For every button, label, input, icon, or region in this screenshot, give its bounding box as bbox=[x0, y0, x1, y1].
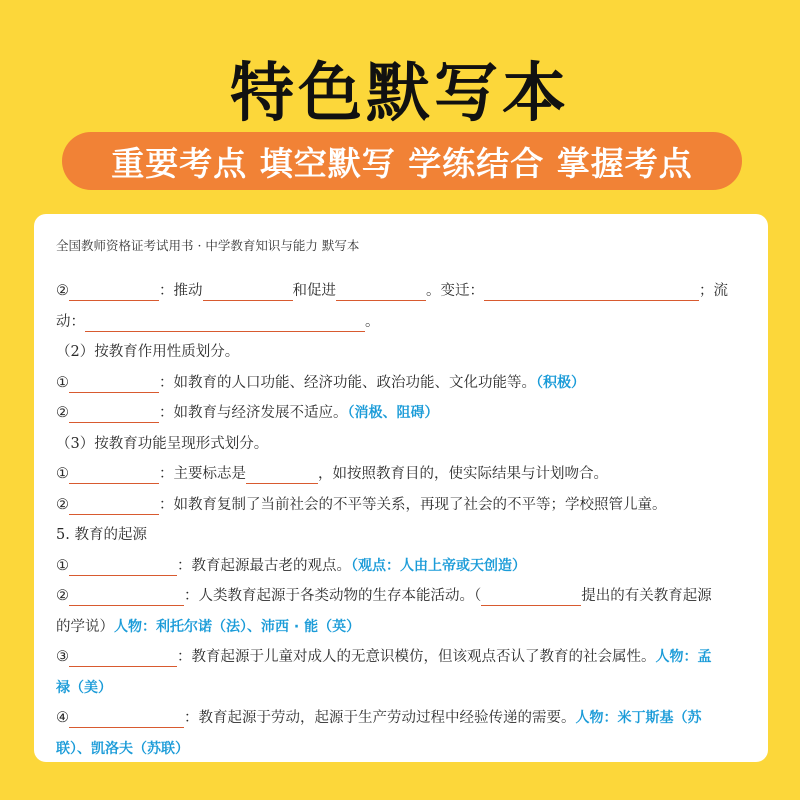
answer-hint: （观点：人由上帝或天创造） bbox=[351, 557, 526, 574]
line-text: ：主要标志是 bbox=[159, 466, 246, 482]
text-line bbox=[56, 734, 750, 765]
line-text: 。变迁： bbox=[426, 283, 484, 299]
text-line bbox=[56, 520, 750, 551]
line-text: ：教育起源于儿童对成人的无意识模仿，但该观点否认了教育的社会属性。 bbox=[177, 649, 656, 665]
item-number: ① bbox=[56, 374, 69, 391]
blank-field[interactable] bbox=[69, 404, 159, 423]
page-title: 特色默写本 bbox=[230, 57, 570, 131]
line-text: ：教育起源最古老的观点。 bbox=[177, 557, 351, 574]
line-text: ，如按照教育目的，使实际结果与计划吻合。 bbox=[318, 466, 608, 482]
text-line bbox=[56, 612, 750, 643]
blank-field[interactable] bbox=[69, 587, 184, 606]
blank-field[interactable] bbox=[69, 282, 159, 301]
blank-field[interactable] bbox=[336, 282, 426, 301]
answer-hint: 联）、凯洛夫（苏联） bbox=[56, 740, 189, 757]
line-text: ：如教育复制了当前社会的不平等关系，再现了社会的不平等；学校照管儿童。 bbox=[159, 496, 667, 513]
subsection-heading: （2）按教育作用性质划分。 bbox=[56, 344, 240, 360]
subsection-heading: （3）按教育功能呈现形式划分。 bbox=[56, 435, 269, 452]
blank-field[interactable] bbox=[85, 313, 365, 332]
item-number: ② bbox=[56, 405, 69, 421]
text-line bbox=[56, 368, 750, 399]
blank-field[interactable] bbox=[484, 282, 699, 301]
answer-hint: （积极） bbox=[536, 374, 585, 391]
blank-field[interactable] bbox=[69, 709, 184, 728]
line-text: ：人类教育起源于各类动物的生存本能活动。（ bbox=[184, 588, 482, 604]
item-number: ① bbox=[56, 466, 69, 482]
blank-field[interactable] bbox=[203, 282, 293, 301]
line-text: 动： bbox=[56, 313, 85, 330]
text-line bbox=[56, 429, 750, 460]
answer-hint: 人物：孟 bbox=[655, 649, 712, 665]
item-number: ② bbox=[56, 283, 69, 299]
text-line bbox=[56, 490, 750, 521]
blank-field[interactable] bbox=[69, 465, 159, 484]
item-number: ② bbox=[56, 588, 69, 604]
text-line bbox=[56, 276, 750, 307]
line-text: ：如教育与经济发展不适应。 bbox=[159, 405, 348, 421]
line-text: ：教育起源于劳动，起源于生产劳动过程中经验传递的需要。 bbox=[184, 710, 576, 726]
blank-field[interactable] bbox=[246, 465, 318, 484]
running-header: 全国教师资格证考试用书 · 中学教育知识与能力 默写本 bbox=[56, 238, 360, 253]
text-line bbox=[56, 581, 750, 612]
text-line bbox=[56, 459, 750, 490]
item-number: ④ bbox=[56, 710, 69, 726]
line-text: ：推动 bbox=[159, 283, 203, 299]
text-line bbox=[56, 398, 750, 429]
line-text: ：如教育的人口功能、经济功能、政治功能、文化功能等。 bbox=[159, 374, 536, 391]
line-text: 的学说） bbox=[56, 618, 114, 635]
line-text: 提出的有关教育起源 bbox=[581, 588, 712, 604]
item-number: ② bbox=[56, 496, 69, 513]
blank-field[interactable] bbox=[69, 557, 177, 576]
blank-field[interactable] bbox=[69, 496, 159, 515]
answer-hint: 人物：利托尔诺（法）、沛西 · 能（英） bbox=[114, 618, 361, 635]
text-line bbox=[56, 337, 750, 368]
page-content bbox=[56, 236, 750, 764]
blank-field[interactable] bbox=[69, 648, 177, 667]
line-text: ；流 bbox=[699, 283, 728, 299]
text-line bbox=[56, 551, 750, 582]
item-number: ① bbox=[56, 557, 69, 574]
blank-field[interactable] bbox=[481, 587, 581, 606]
line-text: 和促进 bbox=[292, 283, 336, 299]
text-line bbox=[56, 642, 750, 673]
text-line bbox=[56, 703, 750, 734]
answer-hint: （消极、阻碍） bbox=[347, 405, 439, 421]
text-line bbox=[56, 307, 750, 338]
blank-field[interactable] bbox=[69, 374, 159, 393]
workbook-page bbox=[34, 214, 768, 762]
answer-hint: 禄（美） bbox=[56, 679, 112, 696]
line-text: 。 bbox=[365, 313, 380, 330]
item-number: ③ bbox=[56, 649, 69, 665]
text-line bbox=[56, 673, 750, 704]
feature-banner: 重要考点 填空默写 学练结合 掌握考点 bbox=[62, 132, 742, 190]
answer-hint: 人物：米丁斯基（苏 bbox=[575, 710, 702, 726]
section-heading: 5. 教育的起源 bbox=[56, 527, 147, 543]
